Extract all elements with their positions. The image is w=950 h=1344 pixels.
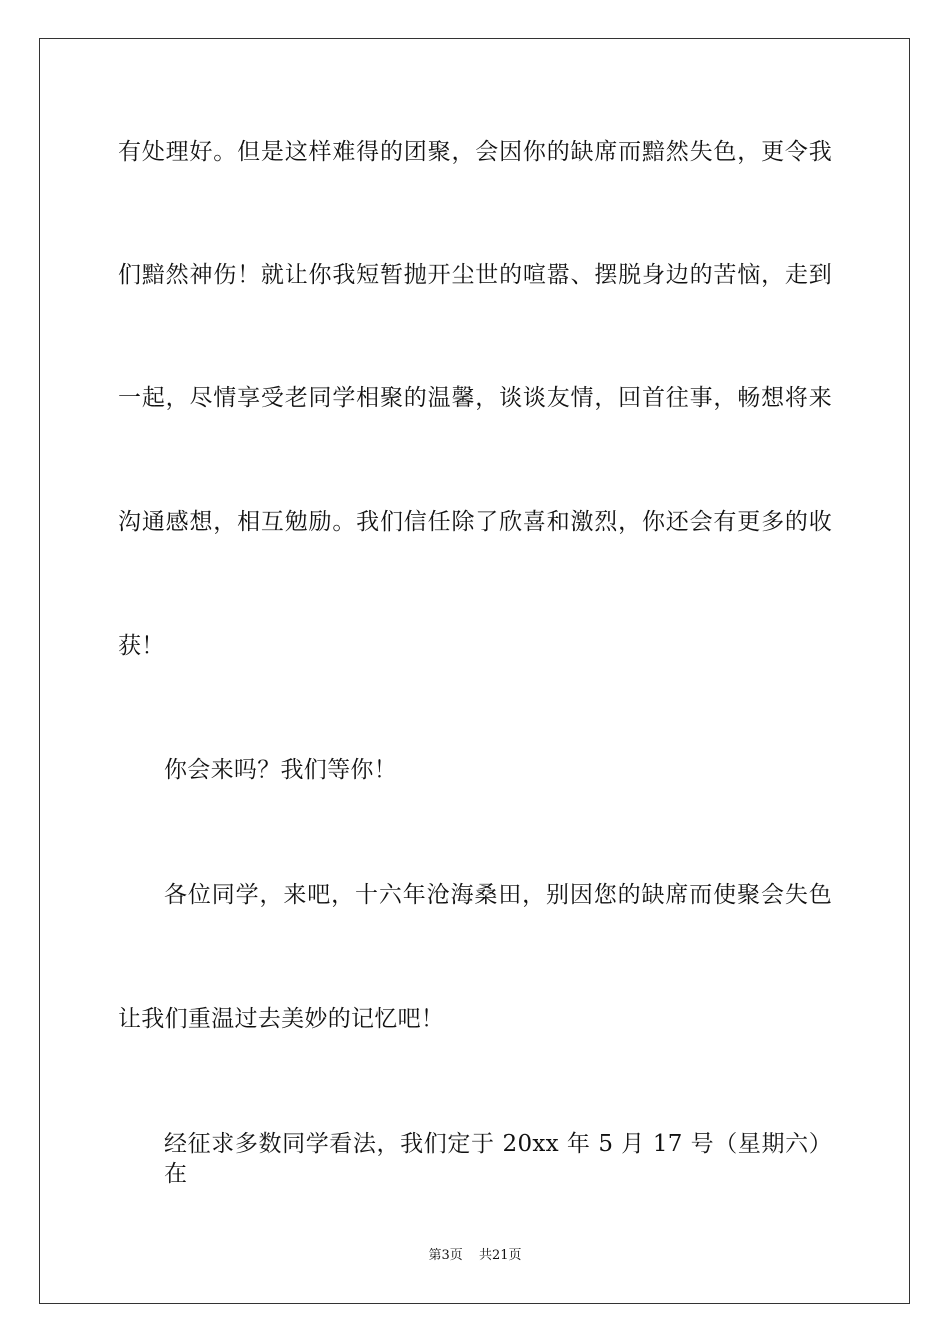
paragraph-question: 你会来吗？我们等你！ [164,757,397,783]
page-number-current: 第3页 [428,1248,463,1263]
paragraph-invitation: 各位同学，来吧，十六年沧海桑田，别因您的缺席而使聚会失色 [164,882,832,908]
text-line-3: 一起，尽情享受老同学相聚的温馨，谈谈友情，回首往事，畅想将来 [118,385,832,411]
text-line-4: 沟通感想，相互勉励。我们信任除了欣喜和激烈，你还会有更多的收 [118,509,832,535]
text-line-5: 获！ [118,633,165,659]
text-line-2: 们黯然神伤！就让你我短暂抛开尘世的喧嚣、摆脱身边的苦恼，走到 [118,262,832,288]
page-number-total: 共21页 [478,1248,522,1263]
text-line-8: 让我们重温过去美妙的记忆吧！ [118,1006,445,1032]
page-footer [0,1247,950,1265]
text-line-1: 有处理好。但是这样难得的团聚，会因你的缺席而黯然失色，更令我 [118,139,832,165]
paragraph-schedule: 经征求多数同学看法，我们定于 20xx 年 5 月 17 号（星期六）在 [164,1131,832,1187]
page-border [39,38,910,1304]
